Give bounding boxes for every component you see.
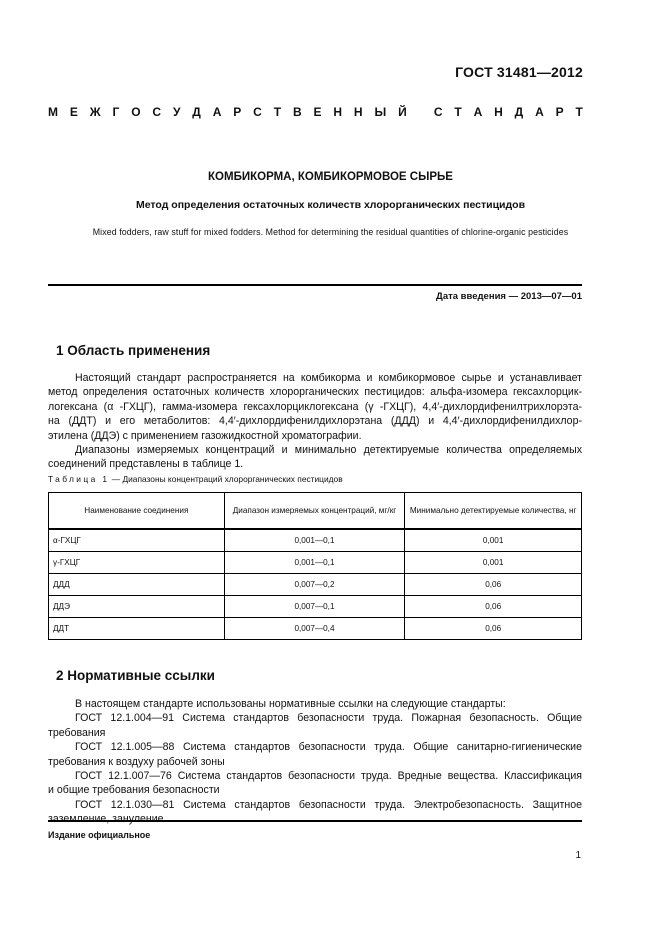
banner-letter: С bbox=[433, 105, 443, 119]
paragraph-line: метод определения остаточных количеств хлорорганических пестицидов: альфа-изомера гексахлорцик- bbox=[48, 386, 582, 399]
range-cell: 0,001—0,1 bbox=[224, 552, 405, 574]
paragraph-line: этилена (ДДЭ) с применением газожидкостной хроматографии. bbox=[48, 429, 362, 442]
banner-letter: Н bbox=[353, 105, 363, 119]
banner-letter: Е bbox=[69, 105, 78, 119]
min-detect-cell: 0,06 bbox=[405, 574, 582, 596]
reference-line: ГОСТ 12.1.004—91 Система стандартов безопасности труда. Пожарная безопасность. Общие bbox=[75, 712, 582, 725]
banner-letter: Г bbox=[112, 105, 120, 119]
banner-letter: Д bbox=[514, 105, 524, 119]
banner-letter: Т bbox=[575, 105, 583, 119]
banner-letter: В bbox=[292, 105, 302, 119]
table-header-row bbox=[49, 493, 582, 530]
compound-cell: ДДЭ bbox=[49, 596, 225, 618]
reference-line: и общие требования безопасности bbox=[48, 784, 220, 797]
reference-line: требования bbox=[48, 726, 106, 739]
banner-letter: Т bbox=[454, 105, 462, 119]
footer-divider bbox=[48, 820, 582, 822]
english-title: Mixed fodders, raw stuff for mixed fodders. Method for determining the residual quantities of chlorine-organic pesticides bbox=[92, 227, 569, 237]
banner-letter: А bbox=[473, 105, 483, 119]
top-divider bbox=[48, 284, 582, 286]
banner-letter: Ж bbox=[89, 105, 101, 119]
paragraph-line: Диапазоны измеряемых концентраций и минимально детектируемые количества определяемых bbox=[75, 444, 582, 457]
banner-letter: О bbox=[131, 105, 141, 119]
document-title: КОМБИКОРМА, КОМБИКОРМОВОЕ СЫРЬЕ bbox=[208, 171, 453, 183]
column-header-compound: Наименование соединения bbox=[49, 493, 225, 530]
compound-cell: ДДД bbox=[49, 574, 225, 596]
section-1-body bbox=[48, 371, 582, 472]
table-row bbox=[49, 596, 582, 618]
column-header-range: Диапазон измеряемых концентраций, мг/кг bbox=[224, 493, 405, 530]
table-1-caption bbox=[48, 474, 343, 484]
banner-letter: Д bbox=[192, 105, 201, 119]
banner-letter: С bbox=[253, 105, 262, 119]
page-number: 1 bbox=[575, 850, 581, 861]
table-caption-label: Таблица 1 bbox=[48, 474, 110, 484]
banner-letter: У bbox=[172, 105, 181, 119]
table-row bbox=[49, 552, 582, 574]
table-row bbox=[49, 618, 582, 640]
banner-letter: Н bbox=[333, 105, 343, 119]
column-header-min-detect: Минимально детектируемые количества, нг bbox=[405, 493, 582, 530]
section-1-heading: 1 Область применения bbox=[56, 343, 211, 358]
interstate-standard-banner bbox=[48, 105, 583, 119]
min-detect-cell: 0,001 bbox=[405, 529, 582, 552]
banner-letter: А bbox=[212, 105, 222, 119]
banner-letter: Р bbox=[233, 105, 242, 119]
official-edition-label: Издание официальное bbox=[48, 830, 151, 840]
min-detect-cell: 0,001 bbox=[405, 552, 582, 574]
reference-line: ГОСТ 12.1.007—76 Система стандартов безопасности труда. Вредные вещества. Классификация bbox=[75, 770, 582, 783]
reference-line: требования к воздуху рабочей зоны bbox=[48, 755, 225, 768]
paragraph-line: на (ДДТ) и его метаболитов: 4,4′-дихлордифенилдихлорэтана (ДДД) и 4,4′-дихлордифенилдихлор- bbox=[48, 415, 582, 428]
paragraph-line: логексана (α -ГХЦГ), гамма-изомера гексахлорциклогексана (γ -ГХЦГ), 4,4′-дихлордифенилтрихлорэта- bbox=[48, 400, 582, 413]
introduction-date: Дата введения — 2013—07—01 bbox=[436, 291, 582, 302]
range-cell: 0,001—0,1 bbox=[224, 529, 405, 552]
paragraph-line: Настоящий стандарт распространяется на комбикорма и комбикормовое сырье и устанавливает bbox=[75, 372, 582, 384]
reference-line: ГОСТ 12.1.005—88 Система стандартов безопасности труда. Общие санитарно-гигиенические bbox=[75, 741, 582, 754]
banner-letter: Е bbox=[313, 105, 322, 119]
range-cell: 0,007—0,4 bbox=[224, 618, 405, 640]
table-row bbox=[49, 574, 582, 596]
banner-letter bbox=[419, 105, 422, 119]
banner-letter: Т bbox=[273, 105, 282, 119]
paragraph-line: соединений представлены в таблице 1. bbox=[48, 458, 244, 471]
range-cell: 0,007—0,1 bbox=[224, 596, 405, 618]
compound-cell: γ-ГХЦГ bbox=[49, 552, 225, 574]
banner-letter: Р bbox=[555, 105, 564, 119]
banner-letter: Й bbox=[398, 105, 407, 119]
table-1 bbox=[48, 492, 582, 640]
section-2-body bbox=[48, 697, 582, 827]
reference-line: ГОСТ 12.1.030—81 Система стандартов безопасности труда. Электробезопасность. Защитное bbox=[75, 798, 582, 811]
document-subtitle: Метод определения остаточных количеств хлорорганических пестицидов bbox=[135, 199, 526, 211]
document-number: ГОСТ 31481—2012 bbox=[455, 64, 583, 80]
table-caption-text: — Диапазоны концентраций хлорорганических пестицидов bbox=[109, 474, 343, 484]
banner-letter: М bbox=[48, 105, 58, 119]
banner-letter: А bbox=[535, 105, 544, 119]
compound-cell: ДДТ bbox=[49, 618, 225, 640]
min-detect-cell: 0,06 bbox=[405, 618, 582, 640]
paragraph-line: В настоящем стандарте использованы нормативные ссылки на следующие стандарты: bbox=[75, 698, 506, 710]
range-cell: 0,007—0,2 bbox=[224, 574, 405, 596]
table-row bbox=[49, 529, 582, 552]
banner-letter: Ы bbox=[374, 105, 387, 119]
banner-letter: Н bbox=[494, 105, 503, 119]
min-detect-cell: 0,06 bbox=[405, 596, 582, 618]
banner-letter: С bbox=[152, 105, 162, 119]
section-2-heading: 2 Нормативные ссылки bbox=[56, 668, 215, 683]
compound-cell: α-ГХЦГ bbox=[49, 529, 225, 552]
